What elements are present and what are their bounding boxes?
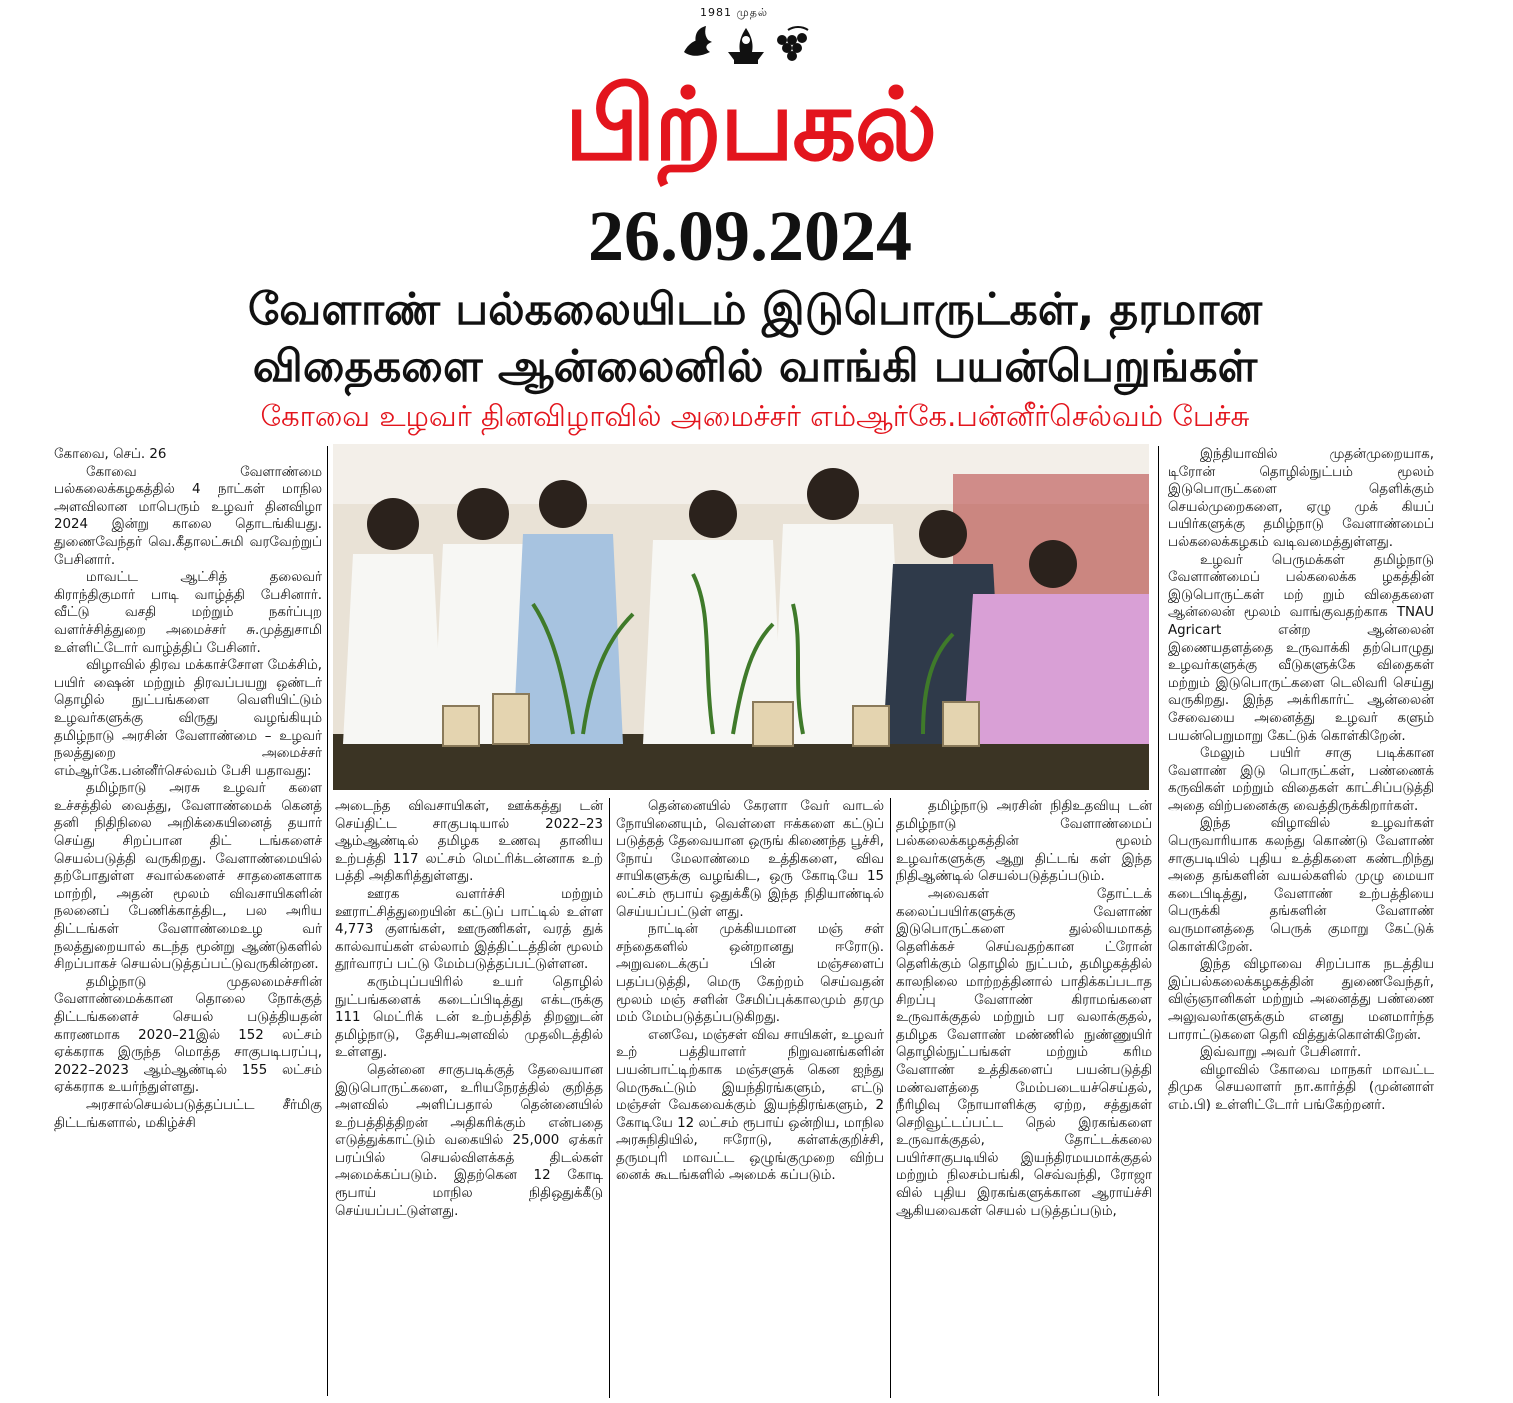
article-column-5 — [1168, 446, 1434, 1396]
paragraph: எனவே, மஞ்சள் விவ சாயிகள், உழவர் உற் பத்தியாளர் நிறுவனங்களின் பயன்பாட்டிற்காக மஞ்சளுக் கென ஐந்து மெருகூட்டும் இயந்திரங்களும், எட்டு மஞ்சள் வேகவைக்கும் இயந்திரங்களும், 2 கோடியே 12 லட்சம் ரூபாய் ஒன்றிய, மாநில அரசுநிதியில், ஈரோடு, கள்ளக்குறிச்சி, தருமபுரி மாவட்ட ஒழுங்குமுறை விற்ப னைக் கூடங்களில் அமைக் கப்படும். — [616, 1027, 884, 1184]
headline-line-2: விதைகளை ஆன்லைனில் வாங்கி பயன்பெறுங்கள் — [252, 341, 1258, 392]
event-photo — [333, 444, 1149, 790]
paragraph: தமிழ்நாடு முதலமைச்சரின் வேளாண்மைக்கான தொலை நோக்குத் திட்டங்களைச் செயல் படுத்தியதன் காரணமாக 2020–21இல் 152 லட்சம் ஏக்கராக இருந்த மொத்த சாகுபடிபரப்பு, 2022–2023 ஆம்ஆண்டில் 155 லட்சம் ஏக்கராக உயர்ந்துள்ளது. — [54, 974, 322, 1096]
column-rule — [609, 798, 610, 1398]
paragraph: விழாவில் கோவை மாநகர் மாவட்ட திமுக செயலாளர் நா.கார்த்தி (முன்னாள் எம்.பி) உள்ளிட்டோர் பங்கேற்றனர். — [1168, 1062, 1434, 1113]
paragraph: ஊரக வளர்ச்சி மற்றும் ஊராட்சித்துறையின் கட்டுப் பாட்டில் உள்ள 4,773 குளங்கள், ஊருணிகள், வரத் துக் கால்வாய்கள் எல்லாம் இத்திட்டத்தின் மூலம் தூர்வாரப் பட்டு மேம்படுத்தப்பட்டுள்ளன. — [335, 886, 603, 973]
dateline: கோவை, செப். 26 — [54, 447, 167, 462]
paragraph: மாவட்ட ஆட்சித் தலைவர் கிராந்திகுமார் பாடி வாழ்த்தி பேசினார். வீட்டு வசதி மற்றும் நகர்ப்புற வளர்ச்சித்துறை அமைச்சர் சு.முத்துசாமி உள்ளிட்டோர் வாழ்த்திப் பேசினர். — [54, 570, 322, 656]
article-column-3 — [616, 798, 884, 1398]
article-column-1 — [54, 446, 322, 1396]
newspaper-title: பிற்பகல் — [564, 66, 936, 183]
column-rule — [1158, 446, 1159, 1396]
article-column-4 — [896, 798, 1152, 1398]
paragraph: விழாவில் திரவ மக்காச்சோள மேக்சிம், பயிர் ஷைன் மற்றும் திரவப்பயறு ஒண்டர் தொழில் நுட்பங்களை வெளியிட்டும் உழவர்களுக்கு விருது வழங்கியும் தமிழ்நாடு அரசின் வேளாண்மை – உழவர் நலத்துறை அமைச்சர் எம்ஆர்கே.பன்னீர்செல்வம் பேசி யதாவது: — [54, 658, 322, 779]
article-column-2 — [335, 798, 603, 1398]
column-rule — [890, 798, 891, 1398]
paragraph: மேலும் பயிர் சாகு படிக்கான வேளாண் இடு பொருட்கள், பண்ணைக் கருவிகள் மற்றும் விதைகள் காட்சிப்படுத்தி அதை விற்பனைக்கு வைத்திருக்கிறார்கள். — [1168, 746, 1434, 814]
subheadline: கோவை உழவர் தினவிழாவில் அமைச்சர் எம்ஆர்கே.பன்னீர்செல்வம் பேச்சு — [260, 399, 1250, 433]
since-year: 1981 முதல் — [700, 6, 769, 19]
masthead — [0, 0, 1513, 276]
dove-icon — [684, 26, 712, 56]
paragraph: தமிழ்நாடு அரசு உழவர் களை உச்சத்தில் வைத்து, வேளாண்மைக் கெனத் தனி நிதிநிலை அறிக்கையினைத் தயார் செய்து சிறப்பான திட் டங்களைச் செயல்படுத்தி வருகிறது. வேளாண்மையில் தற்போதுள்ள சவால்களைச் சாதனைகளாக மாற்றி, அதன் மூலம் விவசாயிகளின் நலனைப் பேணிக்காத்திட, பல அரிய திட்டங்கள் வேளாண்மைஉழ வர் நலத்துறையால் கடந்த மூன்று ஆண்டுகளில் சிறப்பாகச் செயல்படுத்தப்பட்டுவருகின்றன. — [54, 781, 322, 973]
paragraph: அடைந்த விவசாயிகள், ஊக்கத்து டன் செய்திட்ட சாகுபடியால் 2022–23 ஆம்ஆண்டில் தமிழக உணவு தானிய உற்பத்தி 117 லட்சம் மெட்ரிக்டன்னாக உற் பத்தி அதிகரித்துள்ளது. — [335, 799, 603, 885]
paragraph: இந்த விழாவை சிறப்பாக நடத்திய இப்பல்கலைக்கழகத்தின் துணைவேந்தர், விஞ்ஞானிகள் மற்றும் அனைத்து பண்ணை அலுவலர்களுக்கும் எனது மனமார்ந்த பாராட்டுகளை தெரி வித்துக்கொள்கிறேன். — [1168, 957, 1434, 1043]
paragraph: தென்னை சாகுபடிக்குத் தேவையான இடுபொருட்களை, உரியநேரத்தில் குறித்த அளவில் அளிப்பதால் தென்னையில் உற்பத்தித்திறன் அதிகரிக்கும் என்பதை எடுத்துக்காட்டும் வகையில் 25,000 ஏக்கர் பரப்பில் செயல்விளக்கத் திடல்கள் அமைக்கப்படும். இதற்கென 12 கோடி ரூபாய் மாநில நிதிஒதுக்கீடு செய்யப்பட்டுள்ளது. — [335, 1062, 603, 1219]
paragraph: இந்த விழாவில் உழவர்கள் பெருவாரியாக கலந்து கொண்டு வேளாண் சாகுபடியில் புதிய உத்திகளை கண்டறிந்து அதை தங்களின் வயல்களில் முழு மையா கடைபிடித்து, வேளாண் உற்பத்தியை பெருக்கி தங்களின் வேளாண் வருமானத்தை பெருக் குமாறு கேட்டுக் கொள்கிறேன். — [1168, 816, 1434, 955]
edition-date: 26.09.2024 — [588, 196, 912, 276]
paragraph: அரசால்செயல்படுத்தப்பட்ட சீர்மிகு திட்டங்களால், மகிழ்ச்சி — [54, 1097, 322, 1131]
headline-line-1: வேளாண் பல்கலையிடம் இடுபொருட்கள், தரமான — [248, 284, 1262, 335]
paragraph: தென்னையில் கேரளா வேர் வாடல் நோயினையும், வெள்ளை ஈக்களை கட்டுப் படுத்தத் தேவையான ஒருங் கிணைந்த பூச்சி, நோய் மேலாண்மை உத்திகளை, விவ சாயிகளுக்கு வழங்கிட, ஒரு கோடியே 15 லட்சம் ரூபாய் ஒதுக்கீடு இந்த நிதியாண்டில் செய்யப்பட்டுள் ளது. — [616, 799, 884, 920]
paragraph: நாட்டின் முக்கியமான மஞ் சள் சந்தைகளில் ஒன்றானது ஈரோடு. அறுவடைக்குப் பின் மஞ்சளைப் பதப்படுத்தி, மெரு கேற்றம் செய்வதன் மூலம் மஞ் சளின் சேமிப்புக்காலமும் தரமு மம் மேம்படுத்தப்படுகிறது. — [616, 922, 884, 1026]
paragraph: கோவை வேளாண்மை பல்கலைக்கழகத்தில் 4 நாட்கள் மாநில அளவிலான மாபெரும் உழவர் தினவிழா 2024 இன்று காலை தொடங்கியது. துணைவேந்தர் வெ.கீதாலட்சுமி வரவேற்றுப் பேசினார். — [54, 464, 322, 568]
grapes-icon — [777, 27, 808, 61]
paragraph: உழவர் பெருமக்கள் தமிழ்நாடு வேளாண்மைப் பல்கலைக்க ழகத்தின் இடுபொருட்கள் மற் றும் விதைகளை ஆன்லைன் மூலம் வாங்குவதற்காக TNAU Agricart என்ற ஆன்லைன் இணையதளத்தை உருவாக்கி தற்பொழுது உழவர்களுக்கு வீடுகளுக்கே விதைகள் மற்றும் இடுபொருட்களை டெலிவரி செய்து வருகிறது. இந்த அக்ரிகார்ட் ஆன்லைன் சேவையை அனைத்து உழவர் களும் பயன்பெறுமாறு கேட்டுக் கொள்கிறேன். — [1168, 552, 1434, 744]
lamp-icon — [728, 28, 764, 64]
paragraph: அவைகள் தோட்டக் கலைப்பயிர்களுக்கு வேளாண் இடுபொருட்களை துல்லியமாகத் தெளிக்கச் செய்வதற்கான ட்ரோன் தெளிக்கும் தொழில் நுட்பம், தமிழகத்தில் காலநிலை மாற்றத்தினால் பாதிக்கப்படாத சிறப்பு வேளாண் கிராமங்களை உருவாக்குதல் மற்றும் பர வலாக்குதல், தமிழக வேளாண் மண்ணில் நுண்ணுயிர் தொழில்நுட்பங்கள் மற்றும் கரிம வேளாண் உத்திகளைப் பயன்படுத்தி மண்வளத்தை மேம்படையச்செய்தல், நீரிழிவு நோயாளிக்கு ஏற்ற, சத்துகள் செறிவூட்டப்பட்ட நெல் இரகங்களை உருவாக்குதல், தோட்டக்கலை பயிர்சாகுபடியில் இயந்திரமயமாக்குதல் மற்றும் நிலசம்பங்கி, செவ்வந்தி, ரோஜா வில் புதிய இரகங்களுக்கான ஆராய்ச்சி ஆகியவைகள் செயல் படுத்தப்படும், — [896, 886, 1152, 1219]
paragraph: இவ்வாறு அவர் பேசினார். — [1200, 1045, 1362, 1061]
column-rule — [327, 446, 328, 1396]
paragraph: கரும்புப்பயிரில் உயர் தொழில் நுட்பங்களைக் கடைப்பிடித்து எக்டருக்கு 111 மெட்ரிக் டன் உற்பத்தித் திறனுடன் தமிழ்நாடு, தேசியஅளவில் முதலிடத்தில் உள்ளது. — [335, 974, 603, 1061]
paragraph: இந்தியாவில் முதன்முறையாக, டிரோன் தொழில்நுட்பம் மூலம் இடுபொருட்களை தெளிக்கும் செயல்முறைகளை, ஏழு முக் கியப் பயிர்களுக்கு தமிழ்நாடு வேளாண்மைப் பல்கலைக்கழகம் வடிவமைத்துள்ளது. — [1168, 447, 1434, 550]
event-photo-icon — [333, 444, 1149, 790]
paragraph: தமிழ்நாடு அரசின் நிதிஉதவியு டன் தமிழ்நாடு வேளாண்மைப் பல்கலைக்கழகத்தின் மூலம் உழவர்களுக்கு ஆறு திட்டங் கள் இந்த நிதிஆண்டில் செயல்படுத்தப்படும். — [896, 799, 1152, 885]
